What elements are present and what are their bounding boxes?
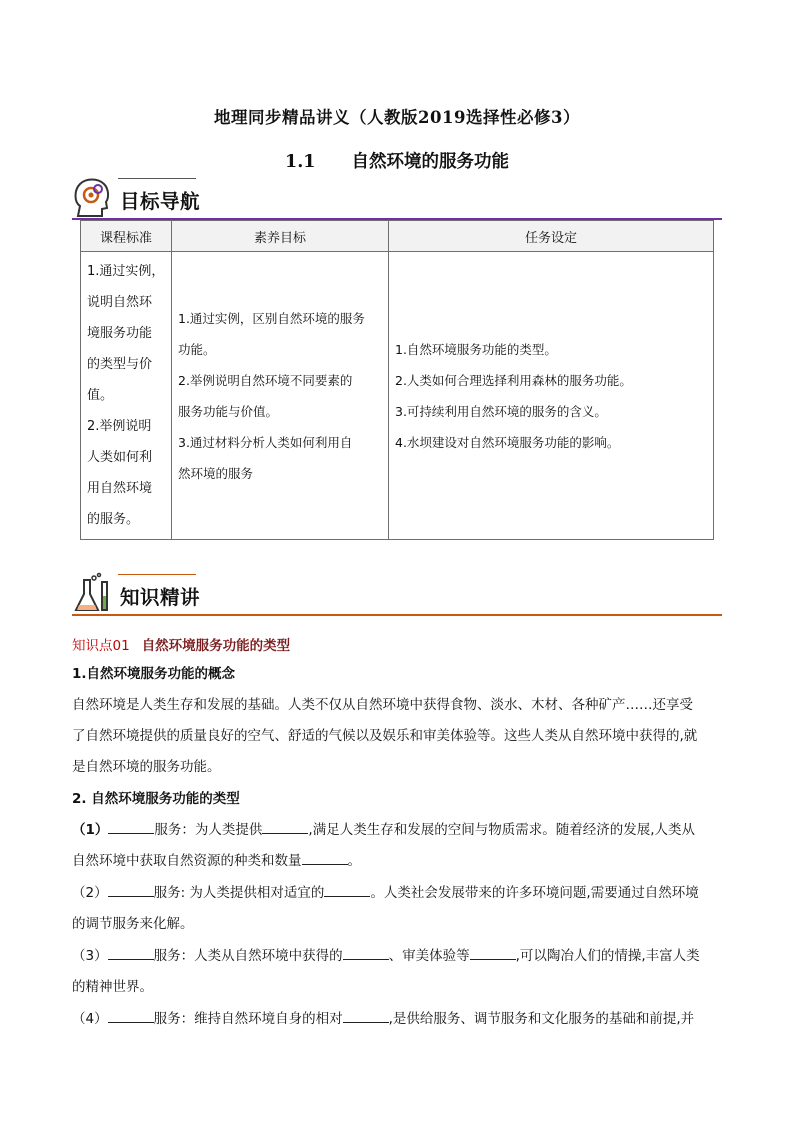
task-line: 1.自然环境服务功能的类型。 [395,341,557,357]
literacy-goal-line: 3.通过材料分析人类如何利用自 [178,434,353,450]
item-text: 。 [347,853,361,869]
header-course-standard: 课程标准 [81,221,172,252]
fill-item-2 [72,878,724,940]
header-literacy-goals: 素养目标 [172,221,389,252]
item-text: ,可以陶冶人们的情操,丰富人类 [515,948,700,964]
concept-heading: 1.自然环境服务功能的概念 [72,666,236,682]
goals-table [80,220,714,540]
knowledge-divider [72,614,722,616]
course-standard-line: 的服务。 [87,512,140,527]
course-standard-cell [81,252,172,540]
item-number: （1） [72,822,109,838]
knowledge-heading: 知识精讲 [120,586,201,609]
answer-blank[interactable] [108,1008,154,1023]
knowledge-point-label: 知识点01 [72,638,130,654]
item-text: 自然环境中获取自然资源的种类和数量 [72,853,302,869]
literacy-goals-cell [172,252,389,540]
answer-blank[interactable] [262,819,308,834]
course-standard-line: 的类型与价 [87,357,153,372]
paragraph-line: 是自然环境的服务功能。 [72,759,221,775]
course-standard-line: 值。 [87,388,114,403]
literacy-goal-line: 2.举例说明自然环境不同要素的 [178,372,353,388]
literacy-goal-line: 服务功能与价值。 [178,403,279,419]
knowledge-point-title: 自然环境服务功能的类型 [141,638,291,654]
item-number: （3） [72,948,108,964]
item-text: 的调节服务来化解。 [72,916,194,932]
document-title: 地理同步精品讲义（人教版2019选择性必修3） [214,108,580,127]
section-number: 1.1 [285,152,316,172]
item-text: ,满足人类生存和发展的空间与物质需求。随着经济的发展,人类从 [308,822,695,838]
fill-item-4 [72,1004,724,1035]
section-name: 自然环境的服务功能 [351,152,509,172]
answer-blank[interactable] [343,1008,389,1023]
course-standard-line: 用自然环境 [87,481,153,496]
answer-blank[interactable] [108,882,154,897]
fill-item-1 [72,815,724,877]
item-number: （2） [72,885,108,901]
item-text: ,是供给服务、调节服务和文化服务的基础和前提,并 [388,1011,695,1027]
answer-blank[interactable] [470,945,516,960]
course-standard-line: 2.举例说明 [87,419,152,434]
course-standard-line: 境服务功能 [87,326,153,341]
course-standard-line: 1.通过实例， [87,264,165,279]
head-gears-icon [72,176,114,220]
literacy-goal-line: 然环境的服务 [178,465,254,481]
item-text: 服务：维持自然环境自身的相对 [153,1011,343,1027]
table-header-row [81,221,714,252]
concept-paragraph [72,690,724,783]
paragraph-line: 了自然环境提供的质量良好的空气、舒适的气候以及娱乐和审美体验等。这些人类从自然环境中获得的,就 [72,728,698,744]
answer-blank[interactable] [343,945,389,960]
goals-heading: 目标导航 [120,190,201,213]
knowledge-point-header [72,634,290,654]
lab-flask-icon [72,572,114,616]
course-standard-line: 说明自然环 [87,295,153,310]
tasks-cell [389,252,714,540]
section-title [0,148,794,173]
item-text: 、审美体验等 [388,948,470,964]
types-heading: 2. 自然环境服务功能的类型 [72,791,240,807]
answer-blank[interactable] [302,850,348,865]
goals-section-header [72,176,722,220]
table-row [81,252,714,540]
header-tasks: 任务设定 [389,221,714,252]
paragraph-line: 自然环境是人类生存和发展的基础。人类不仅从自然环境中获得食物、淡水、木材、各种矿产……还享受 [72,697,693,713]
answer-blank[interactable] [324,882,370,897]
item-text: 。人类社会发展带来的许多环境问题,需要通过自然环境 [370,885,699,901]
item-number: （4） [72,1011,108,1027]
answer-blank[interactable] [108,945,154,960]
item-text: 服务：为人类提供 [154,822,263,838]
header-overline [118,574,196,575]
header-overline [118,178,196,179]
item-text: 服务: 为人类提供相对适宜的 [153,885,325,901]
literacy-goal-line: 功能。 [178,341,216,357]
item-text: 的精神世界。 [72,979,153,995]
fill-item-3 [72,941,724,1003]
course-standard-line: 人类如何利 [87,450,153,465]
task-line: 3.可持续利用自然环境的服务的含义。 [395,403,607,419]
task-line: 4.水坝建设对自然环境服务功能的影响。 [395,434,620,450]
task-line: 2.人类如何合理选择利用森林的服务功能。 [395,372,632,388]
item-text: 服务：人类从自然环境中获得的 [153,948,343,964]
knowledge-section-header [72,572,722,616]
answer-blank[interactable] [108,819,154,834]
literacy-goal-line: 1.通过实例，区别自然环境的服务 [178,310,365,326]
